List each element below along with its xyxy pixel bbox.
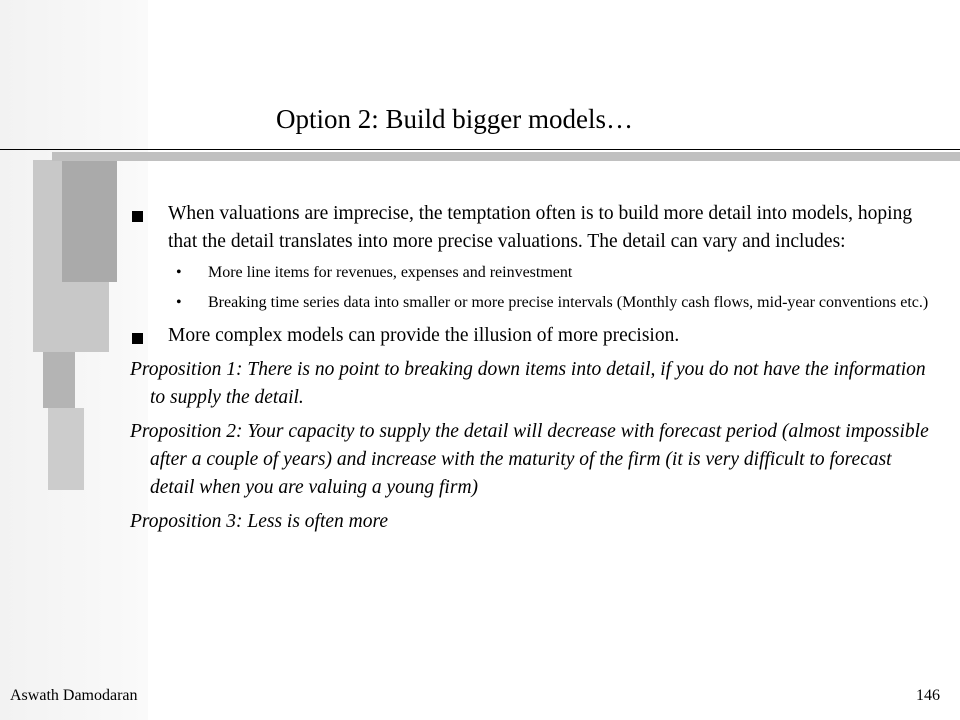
decorative-bar (62, 160, 117, 282)
square-bullet-icon (132, 333, 143, 344)
sub-bullet-text: Breaking time series data into smaller or more precise intervals (Monthly cash flows, mid-year conventions etc.) (208, 294, 929, 311)
bullet-text: When valuations are imprecise, the temptation often is to build more detail into models, hoping that the detail translates into more precise valuations. The detail can vary and includes: (168, 203, 913, 252)
bullet-item (130, 200, 930, 256)
page-number: 146 (916, 687, 940, 704)
title-underline-bar (52, 152, 960, 161)
title-divider (0, 149, 960, 150)
footer-author: Aswath Damodaran (10, 687, 138, 704)
proposition-text: Proposition 1: There is no point to breaking down items into detail, if you do not have the information to supply the detail. (130, 359, 926, 408)
proposition-text: Proposition 3: Less is often more (130, 511, 389, 532)
slide-title: Option 2: Build bigger models… (276, 104, 633, 134)
decorative-bar (43, 352, 75, 408)
bullet-item (130, 322, 930, 350)
dot-bullet-icon: • (176, 264, 182, 281)
slide-content (130, 200, 930, 542)
proposition-text: Proposition 2: Your capacity to supply the detail will decrease with forecast period (almost impossible after a couple of years) and increase with the maturity of the firm (it is very difficult to forecast detail when you are valuing a young firm) (130, 421, 929, 498)
bullet-text: More complex models can provide the illusion of more precision. (168, 325, 680, 346)
sub-bullet-text: More line items for revenues, expenses and reinvestment (208, 264, 573, 281)
sub-bullet-item (130, 262, 930, 283)
decorative-bar (48, 408, 84, 490)
square-bullet-icon (132, 211, 143, 222)
sub-bullet-item (130, 292, 930, 313)
dot-bullet-icon: • (176, 294, 182, 311)
